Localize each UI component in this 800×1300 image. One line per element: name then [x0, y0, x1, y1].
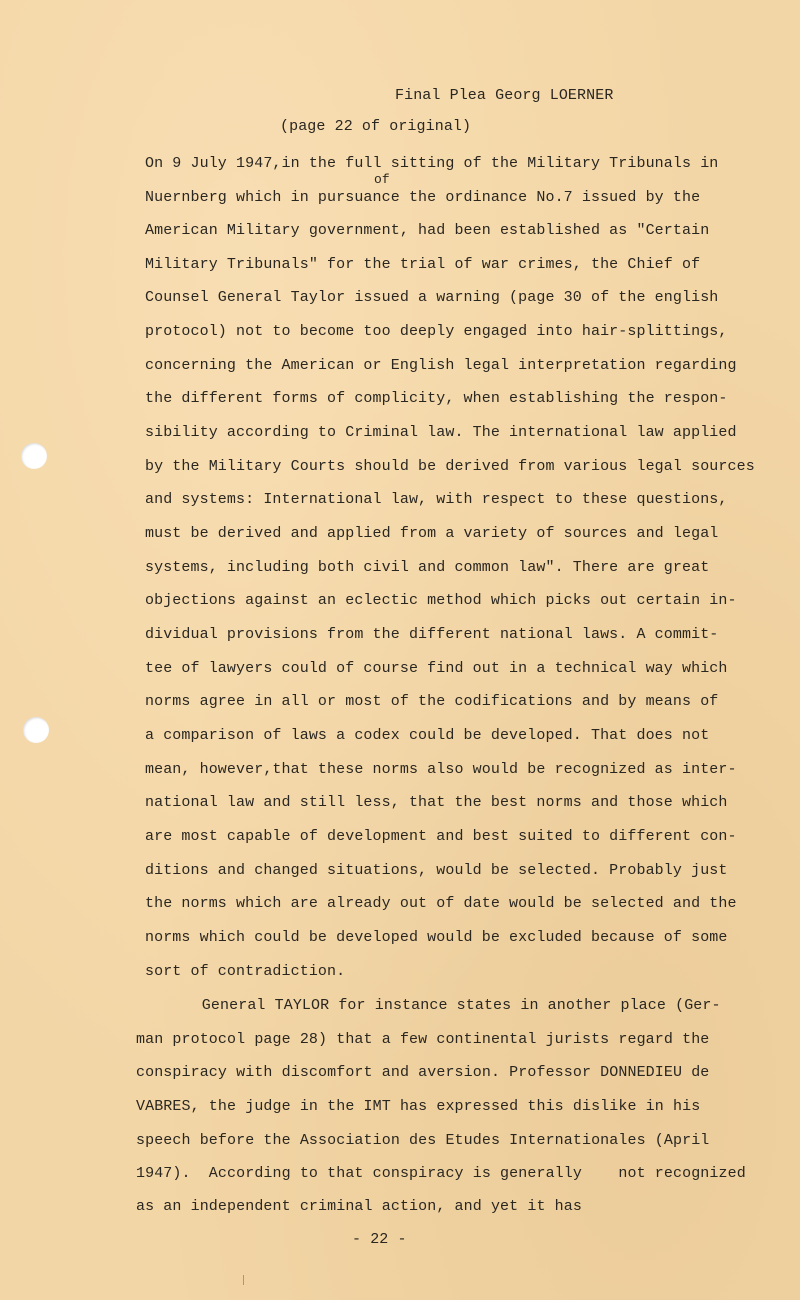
stray-mark	[243, 1275, 244, 1285]
body-line: norms agree in all or most of the codifications and by means of	[145, 693, 719, 710]
body-line: as an independent criminal action, and yet it has	[136, 1198, 582, 1215]
body-line: norms which could be developed would be excluded because of some	[145, 929, 728, 946]
body-line: sibility according to Criminal law. The international law applied	[145, 424, 737, 441]
body-line: Counsel General Taylor issued a warning (page 30 of the english	[145, 289, 719, 306]
body-line: the norms which are already out of date would be selected and the	[145, 895, 737, 912]
body-line: dividual provisions from the different national laws. A commit-	[145, 626, 719, 643]
punch-hole-top	[21, 443, 47, 469]
body-line: conspiracy with discomfort and aversion. Professor DONNEDIEU de	[136, 1064, 710, 1081]
body-line: objections against an eclectic method which picks out certain in-	[145, 592, 737, 609]
body-line: tee of lawyers could of course find out in a technical way which	[145, 660, 728, 677]
body-line: are most capable of development and best suited to different con-	[145, 828, 737, 845]
body-line: ditions and changed situations, would be selected. Probably just	[145, 862, 728, 879]
body-line: Nuernberg which in pursuance the ordinance No.7 issued by the	[145, 189, 701, 206]
body-line: man protocol page 28) that a few continental jurists regard the	[136, 1031, 710, 1048]
body-line: 1947). According to that conspiracy is generally not recognized	[136, 1165, 746, 1182]
body-line: mean, however,that these norms also would be recognized as inter-	[145, 761, 737, 778]
body-line: American Military government, had been established as "Certain	[145, 222, 710, 239]
body-line: speech before the Association des Etudes Internationales (April	[136, 1132, 710, 1149]
body-line: national law and still less, that the best norms and those which	[145, 794, 728, 811]
page-number: - 22 -	[352, 1231, 407, 1248]
body-line: General TAYLOR for instance states in another place (Ger-	[129, 997, 721, 1014]
body-line: by the Military Courts should be derived from various legal sources	[145, 458, 755, 475]
body-line: the different forms of complicity, when establishing the respon-	[145, 390, 728, 407]
body-line: and systems: International law, with respect to these questions,	[145, 491, 728, 508]
body-line: On 9 July 1947,in the full sitting of the Military Tribunals in	[145, 155, 719, 172]
body-line: systems, including both civil and common law". There are great	[145, 559, 710, 576]
body-line: must be derived and applied from a variety of sources and legal	[145, 525, 719, 542]
body-line: sort of contradiction.	[145, 963, 346, 980]
body-line: concerning the American or English legal interpretation regarding	[145, 357, 737, 374]
body-line: a comparison of laws a codex could be developed. That does not	[145, 727, 710, 744]
document-title: Final Plea Georg LOERNER	[395, 87, 614, 104]
body-line: protocol) not to become too deeply engaged into hair-splittings,	[145, 323, 728, 340]
body-line: Military Tribunals" for the trial of war crimes, the Chief of	[145, 256, 701, 273]
document-subtitle: (page 22 of original)	[280, 118, 472, 135]
body-line: VABRES, the judge in the IMT has expressed this dislike in his	[136, 1098, 701, 1115]
insertion-note: of	[374, 172, 390, 187]
punch-hole-bottom	[23, 717, 49, 743]
